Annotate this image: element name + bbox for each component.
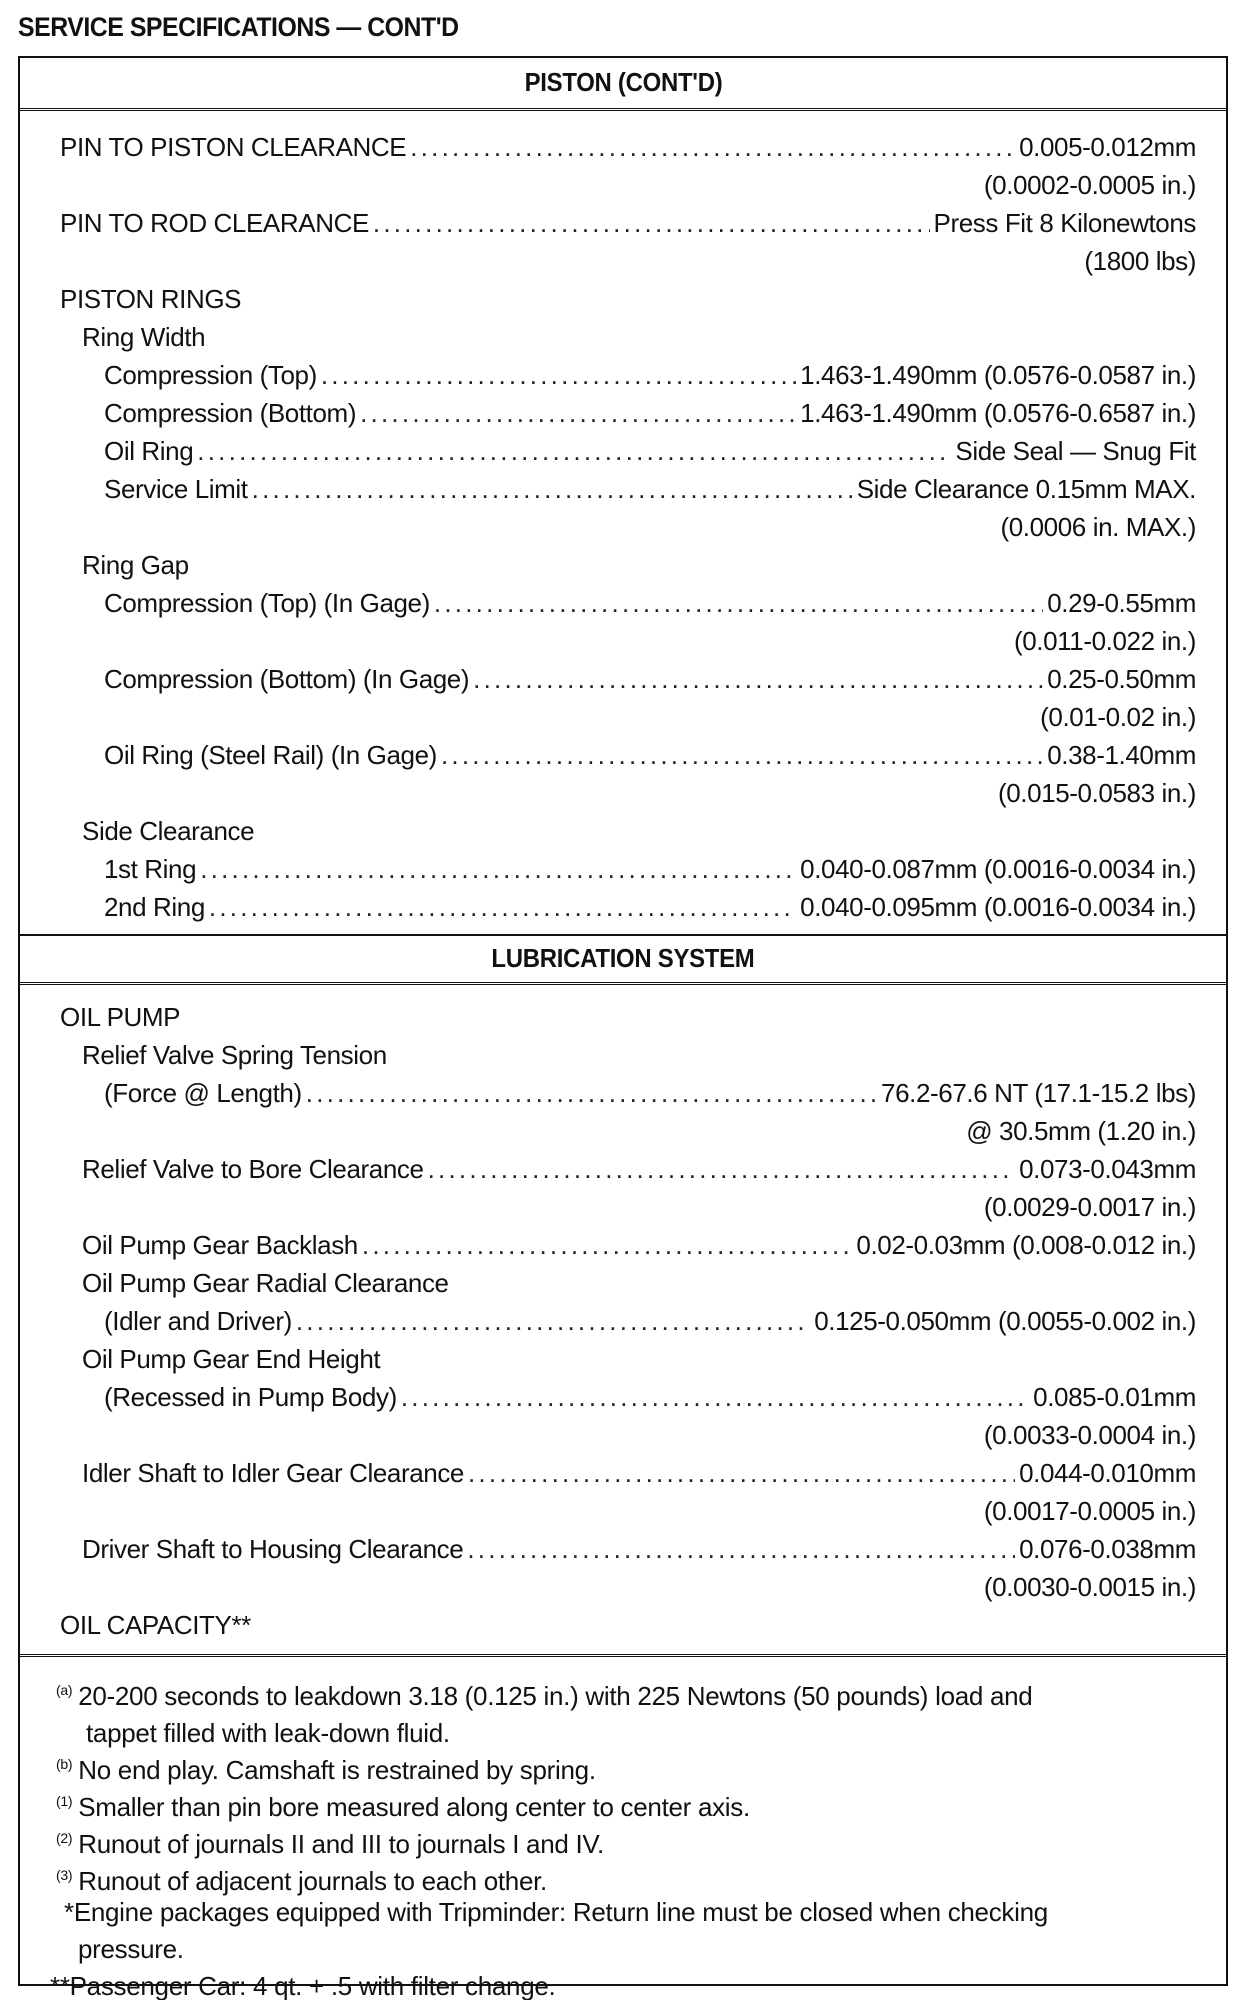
section-header-piston: [20, 62, 1226, 102]
spec-value-continued: (0.0033-0.0004 in.): [983, 1420, 1196, 1450]
subgroup-heading: Oil Pump Gear Radial Clearance: [82, 1268, 449, 1298]
divider: [20, 1654, 1226, 1658]
leader-dots: [468, 1454, 1015, 1492]
leader-dots: [401, 1378, 1029, 1416]
section-header-lubrication: [20, 938, 1226, 978]
spec-label: Compression (Bottom) (In Gage): [104, 664, 470, 694]
spec-value-continued: (0.0006 in. MAX.): [1000, 512, 1196, 542]
spec-row-radial: [104, 1302, 1196, 1340]
leader-dots: [306, 1074, 877, 1112]
spec-row-rw-comp-bottom: [104, 394, 1196, 432]
spec-label: Service Limit: [104, 474, 248, 504]
footnote-text: 20-200 seconds to leakdown 3.18 (0.125 in.) with 225 Newtons (50 pounds) load and: [78, 1681, 1033, 1711]
spec-value: 0.040-0.087mm (0.0016-0.0034 in.): [800, 854, 1196, 884]
spec-row-rw-service-limit: [104, 470, 1196, 508]
footnote-a: [56, 1672, 1196, 1752]
subgroup-heading: Ring Gap: [82, 550, 189, 580]
spec-value: 0.044-0.010mm: [1019, 1458, 1196, 1488]
leader-dots: [473, 660, 1043, 698]
footnote-mark: (3): [56, 1867, 73, 1883]
footnote-mark: (2): [56, 1830, 73, 1846]
spec-label: Relief Valve to Bore Clearance: [82, 1154, 424, 1184]
spec-label: Oil Ring: [104, 436, 194, 466]
heading-oil-capacity: [60, 1606, 251, 1644]
footnote-text: Runout of journals II and III to journals I and IV.: [78, 1829, 604, 1859]
spec-row-idler-shaft: [82, 1454, 1196, 1492]
spec-value-continued: (0.0029-0.0017 in.): [983, 1192, 1196, 1222]
spec-value: Press Fit 8 Kilonewtons: [933, 208, 1196, 238]
spec-label: 1st Ring: [104, 854, 197, 884]
spec-table: [18, 56, 1228, 2000]
spec-value-continued: @ 30.5mm (1.20 in.): [966, 1116, 1196, 1146]
heading-side-clearance: [82, 812, 254, 850]
heading-piston-rings: [60, 280, 241, 318]
footnote-text-continued: pressure.: [78, 1934, 184, 1964]
footnote-text: Runout of adjacent journals to each other.: [78, 1866, 547, 1896]
spec-row-relief-force: [104, 1074, 1196, 1112]
spec-label: Oil Ring (Steel Rail) (In Gage): [104, 740, 437, 770]
spec-value: 0.040-0.095mm (0.0016-0.0034 in.): [800, 892, 1196, 922]
spec-value: 1.463-1.490mm (0.0576-0.6587 in.): [800, 398, 1196, 428]
footnote-text-continued: tappet filled with leak-down fluid.: [86, 1718, 450, 1748]
divider: [20, 982, 1226, 986]
footnote-mark: (b): [56, 1756, 73, 1772]
spec-value: 0.076-0.038mm: [1019, 1534, 1196, 1564]
spec-row-sc-1st: [104, 850, 1196, 888]
spec-row-rg-comp-top: [104, 584, 1196, 622]
leader-dots: [467, 1530, 1015, 1568]
spec-row-gear-backlash: [82, 1226, 1196, 1264]
heading-oil-pump: [60, 998, 180, 1036]
heading-ring-width: [82, 318, 205, 356]
leader-dots: [321, 356, 796, 394]
leader-dots: [360, 394, 796, 432]
leader-dots: [434, 584, 1043, 622]
footnote-text: No end play. Camshaft is restrained by spring.: [78, 1755, 596, 1785]
heading-ring-gap: [82, 546, 189, 584]
spec-label: Idler Shaft to Idler Gear Clearance: [82, 1458, 464, 1488]
spec-value-continued: (1800 lbs): [1084, 246, 1196, 276]
footnote-text: *Engine packages equipped with Tripminder: Return line must be closed when checking: [64, 1897, 1048, 1927]
leader-dots: [200, 850, 796, 888]
heading-relief-valve: [82, 1036, 387, 1074]
leader-dots: [296, 1302, 810, 1340]
spec-value-continued: (0.0002-0.0005 in.): [983, 170, 1196, 200]
group-heading: OIL PUMP: [60, 1002, 181, 1032]
spec-label: 2nd Ring: [104, 892, 205, 922]
spec-row-driver-shaft: [82, 1530, 1196, 1568]
heading-end-height: [82, 1340, 380, 1378]
spec-label: (Recessed in Pump Body): [104, 1382, 397, 1412]
spec-row-pin-to-piston: [60, 128, 1196, 166]
spec-value: Side Seal — Snug Fit: [955, 436, 1196, 466]
leader-dots: [209, 888, 796, 926]
spec-label: (Idler and Driver): [104, 1306, 292, 1336]
subgroup-heading: Oil Pump Gear End Height: [82, 1344, 381, 1374]
subgroup-heading: Ring Width: [82, 322, 206, 352]
spec-value: 0.38-1.40mm: [1047, 740, 1196, 770]
spec-label: (Force @ Length): [104, 1078, 302, 1108]
spec-row-rw-comp-top: [104, 356, 1196, 394]
section-title: LUBRICATION SYSTEM: [491, 942, 755, 973]
spec-label: Driver Shaft to Housing Clearance: [82, 1534, 464, 1564]
subgroup-heading: Side Clearance: [82, 816, 255, 846]
spec-value-continued: (0.01-0.02 in.): [1040, 702, 1196, 732]
leader-dots: [197, 432, 951, 470]
footnote-double-star: [50, 1968, 1196, 2000]
spec-value: 0.073-0.043mm: [1019, 1154, 1196, 1184]
section-title: PISTON (CONT'D): [524, 66, 722, 97]
spec-row-sc-2nd: [104, 888, 1196, 926]
footnote-text: Smaller than pin bore measured along center to center axis.: [78, 1792, 750, 1822]
leader-dots: [252, 470, 853, 508]
group-heading: OIL CAPACITY**: [60, 1610, 251, 1640]
spec-label: PIN TO PISTON CLEARANCE: [60, 132, 407, 162]
spec-row-end-height: [104, 1378, 1196, 1416]
spec-value-continued: (0.0030-0.0015 in.): [983, 1572, 1196, 1602]
spec-value: 0.125-0.050mm (0.0055-0.002 in.): [814, 1306, 1196, 1336]
footnote-mark: (a): [56, 1682, 73, 1698]
spec-row-rw-oil-ring: [104, 432, 1196, 470]
spec-value: 0.29-0.55mm: [1047, 588, 1196, 618]
spec-value: 0.005-0.012mm: [1019, 132, 1196, 162]
divider: [20, 934, 1226, 936]
leader-dots: [362, 1226, 853, 1264]
spec-value: 0.25-0.50mm: [1047, 664, 1196, 694]
spec-label: Compression (Bottom): [104, 398, 357, 428]
spec-value: 1.463-1.490mm (0.0576-0.0587 in.): [800, 360, 1196, 390]
spec-value: Side Clearance 0.15mm MAX.: [856, 474, 1196, 504]
leader-dots: [410, 128, 1015, 166]
spec-value-continued: (0.011-0.022 in.): [1013, 626, 1196, 656]
spec-label: PIN TO ROD CLEARANCE: [60, 208, 369, 238]
heading-radial-clearance: [82, 1264, 449, 1302]
spec-row-pin-to-rod: [60, 204, 1196, 242]
subgroup-heading: Relief Valve Spring Tension: [82, 1040, 387, 1070]
footnote-star: [64, 1894, 1196, 1968]
spec-value: 0.02-0.03mm (0.008-0.012 in.): [856, 1230, 1196, 1260]
spec-label: Compression (Top): [104, 360, 317, 390]
footnote-text: **Passenger Car: 4 qt. + .5 with filter change.: [50, 1971, 556, 2000]
spec-value: 76.2-67.6 NT (17.1-15.2 lbs): [881, 1078, 1196, 1108]
group-heading: PISTON RINGS: [60, 284, 242, 314]
spec-label: Oil Pump Gear Backlash: [82, 1230, 358, 1260]
spec-row-rg-oil-ring: [104, 736, 1196, 774]
spec-label: Compression (Top) (In Gage): [104, 588, 430, 618]
spec-row-rg-comp-bottom: [104, 660, 1196, 698]
spec-row-relief-bore: [82, 1150, 1196, 1188]
footnote-mark: (1): [56, 1793, 73, 1809]
spec-value: 0.085-0.01mm: [1033, 1382, 1196, 1412]
leader-dots: [441, 736, 1043, 774]
spec-value-continued: (0.015-0.0583 in.): [997, 778, 1196, 808]
leader-dots: [373, 204, 930, 242]
leader-dots: [428, 1150, 1016, 1188]
divider: [20, 108, 1226, 112]
page-title: SERVICE SPECIFICATIONS — CONT'D: [18, 12, 459, 42]
spec-value-continued: (0.0017-0.0005 in.): [983, 1496, 1196, 1526]
